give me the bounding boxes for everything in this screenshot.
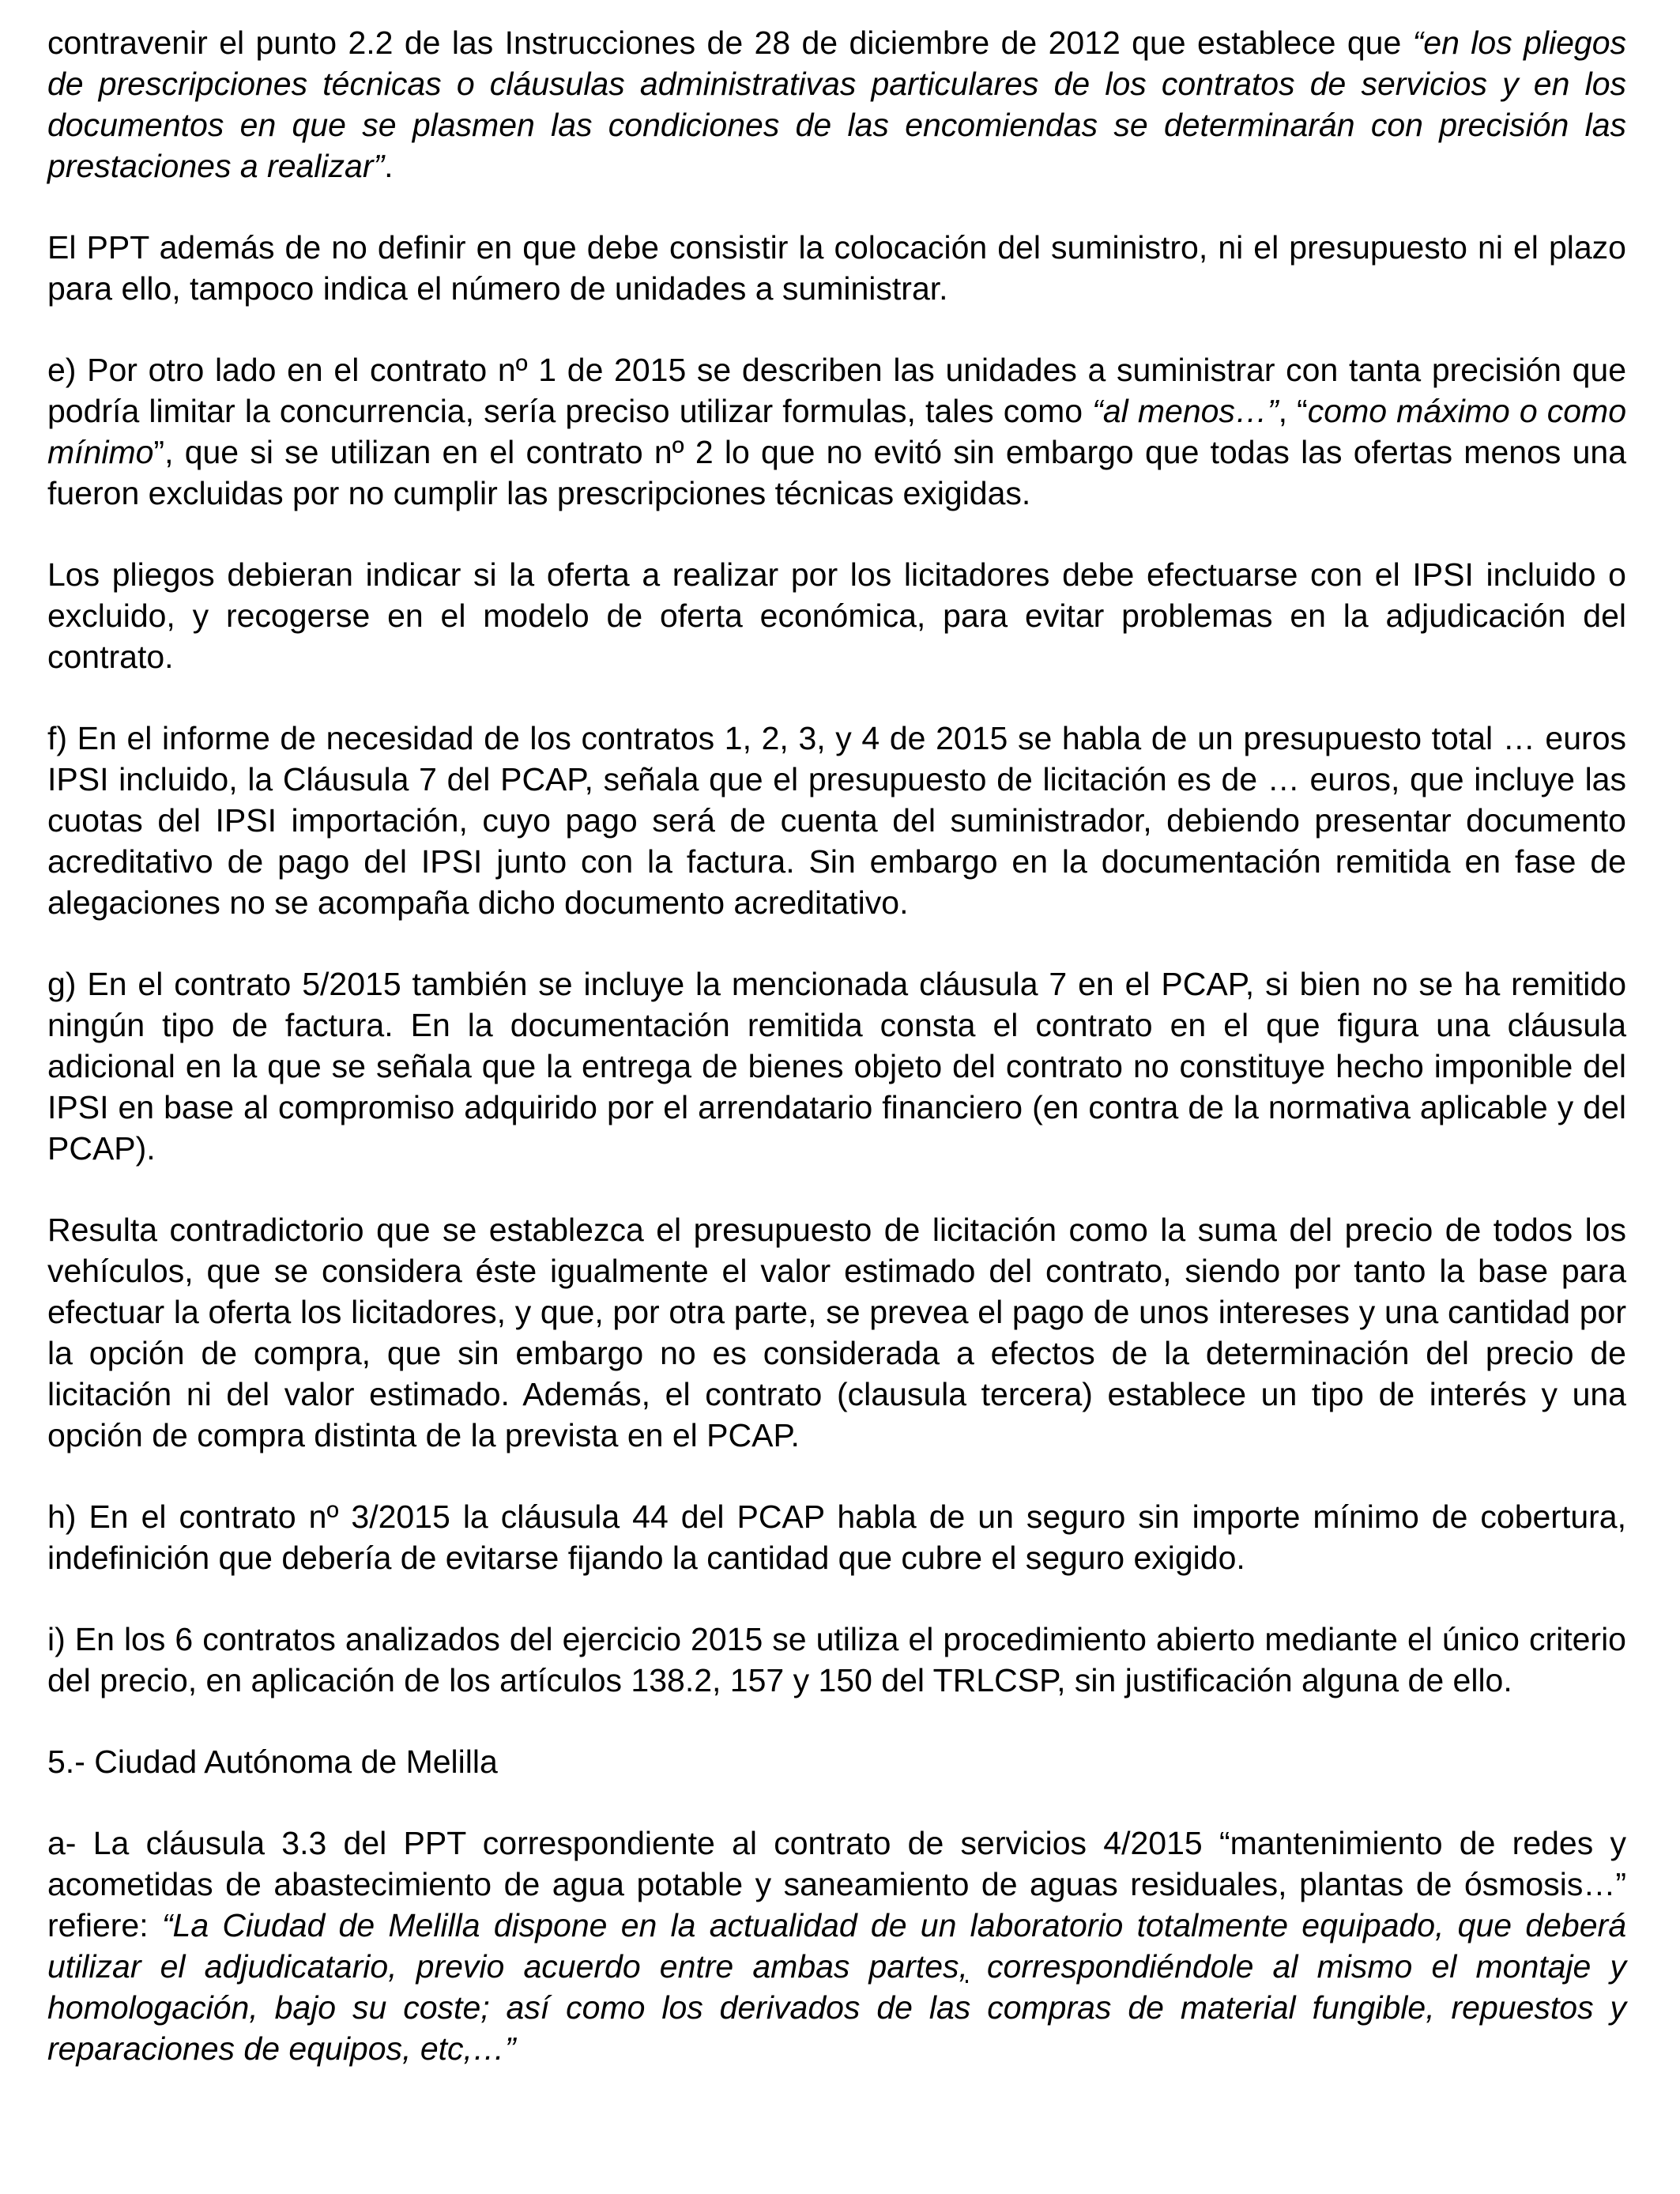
underlined-comma: , [959, 1948, 968, 1985]
paragraph-item-f [47, 718, 1626, 923]
heading-text: 5.- Ciudad Autónoma de Melilla [47, 1744, 498, 1780]
text-run: Resulta contradictorio que se establezca el presupuesto de licitación como la suma del precio de todos los vehículos, que se considera éste igualmente el valor estimado del contrato, siendo por tanto la base para efectuar la oferta los licitadores, y que, por otra parte, se prevea el pago de unos intereses y una cantidad por la opción de compra, que sin embargo no es considerada a efectos de la determinación del precio de licitación ni del valor estimado. Además, el contrato (clausula tercera) establece un tipo de interés y una opción de compra distinta de la prevista en el PCAP. [47, 1212, 1626, 1453]
italic-quote: como máximo o como mínimo [47, 393, 1627, 470]
italic-quote: correspondiéndole al mismo el montaje y homologación, bajo su coste; así como los derivados de las compras de material fungible, repuestos y reparaciones de equipos, etc,…” [47, 1948, 1626, 2067]
paragraph-item-a-melilla [47, 1823, 1626, 2069]
text-run: g) En el contrato 5/2015 también se incluye la mencionada cláusula 7 en el PCAP, si bien no se ha remitido ningún tipo de factura. En la documentación remitida consta el contrato en el que figura una cláusula adicional en la que se señala que la entrega de bienes objeto del contrato no constituye hecho imponible del IPSI en base al compromiso adquirido por el arrendatario financiero (en contra de la normativa aplicable y del PCAP). [47, 966, 1626, 1167]
text-run: , “ [1278, 393, 1308, 429]
paragraph-item-e [47, 349, 1626, 514]
paragraph-item-g [47, 963, 1626, 1169]
text-run: f) En el informe de necesidad de los contratos 1, 2, 3, y 4 de 2015 se habla de un presupuesto total … euros IPSI incluido, la Cláusula 7 del PCAP, señala que el presupuesto de licitación es de … euros, que incluye las cuotas del IPSI importación, cuyo pago será de cuenta del suministrador, debiendo presentar documento acreditativo de pago del IPSI junto con la factura. Sin embargo en la documentación remitida en fase de alegaciones no se acompaña dicho documento acreditativo. [47, 720, 1626, 921]
paragraph-pliegos-ipsi [47, 554, 1626, 677]
italic-quote: “en los pliegos de prescripciones técnicas o cláusulas administrativas particulares de los contratos de servicios y en los documentos en que se plasmen las condiciones de las encomiendas se determinarán con precisión las prestaciones a realizar” [47, 25, 1626, 184]
text-run: e) Por otro lado en el contrato nº 1 de 2015 se describen las unidades a suministrar con tanta precisión que podría limitar la concurrencia, sería preciso utilizar formulas, tales como [47, 352, 1626, 429]
paragraph-instrucciones-quote [47, 22, 1626, 187]
text-run: contravenir el punto 2.2 de las Instrucciones de 28 de diciembre de 2012 que establece que [47, 25, 1413, 61]
text-run: i) En los 6 contratos analizados del ejercicio 2015 se utiliza el procedimiento abierto mediante el único criterio del precio, en aplicación de los artículos 138.2, 157 y 150 del TRLCSP, sin justificación alguna de ello. [47, 1621, 1626, 1698]
text-run: . [384, 148, 394, 184]
text-run: a- La cláusula 3.3 del PPT correspondiente al contrato de servicios 4/2015 “mantenimiento de redes y acometidas de abastecimiento de agua potable y saneamiento de aguas residuales, plantas de ósmosis…” refiere: [47, 1825, 1626, 1943]
section-heading-melilla [47, 1741, 1626, 1782]
paragraph-ppt-definition [47, 227, 1626, 309]
paragraph-presupuesto-contradictorio [47, 1209, 1626, 1456]
italic-quote: “La Ciudad de Melilla dispone en la actualidad de un laboratorio totalmente equipado, que deberá utilizar el adjudicatario, previo acuerdo entre ambas partes [47, 1907, 1626, 1985]
text-run: Los pliegos debieran indicar si la oferta a realizar por los licitadores debe efectuarse con el IPSI incluido o excluido, y recogerse en el modelo de oferta económica, para evitar problemas en la adjudicación del contrato. [47, 556, 1626, 675]
paragraph-item-i [47, 1619, 1626, 1701]
text-run: h) En el contrato nº 3/2015 la cláusula 44 del PCAP habla de un seguro sin importe mínimo de cobertura, indefinición que debería de evitarse fijando la cantidad que cubre el seguro exigido. [47, 1498, 1626, 1576]
paragraph-item-h [47, 1496, 1626, 1578]
document-page [47, 22, 1626, 2069]
text-run: ”, que si se utilizan en el contrato nº 2 lo que no evitó sin embargo que todas las ofertas menos una fueron excluidas por no cumplir las prescripciones técnicas exigidas. [47, 434, 1626, 511]
text-run: El PPT además de no definir en que debe consistir la colocación del suministro, ni el presupuesto ni el plazo para ello, tampoco indica el número de unidades a suministrar. [47, 229, 1626, 307]
italic-quote: “al menos…” [1092, 393, 1279, 429]
